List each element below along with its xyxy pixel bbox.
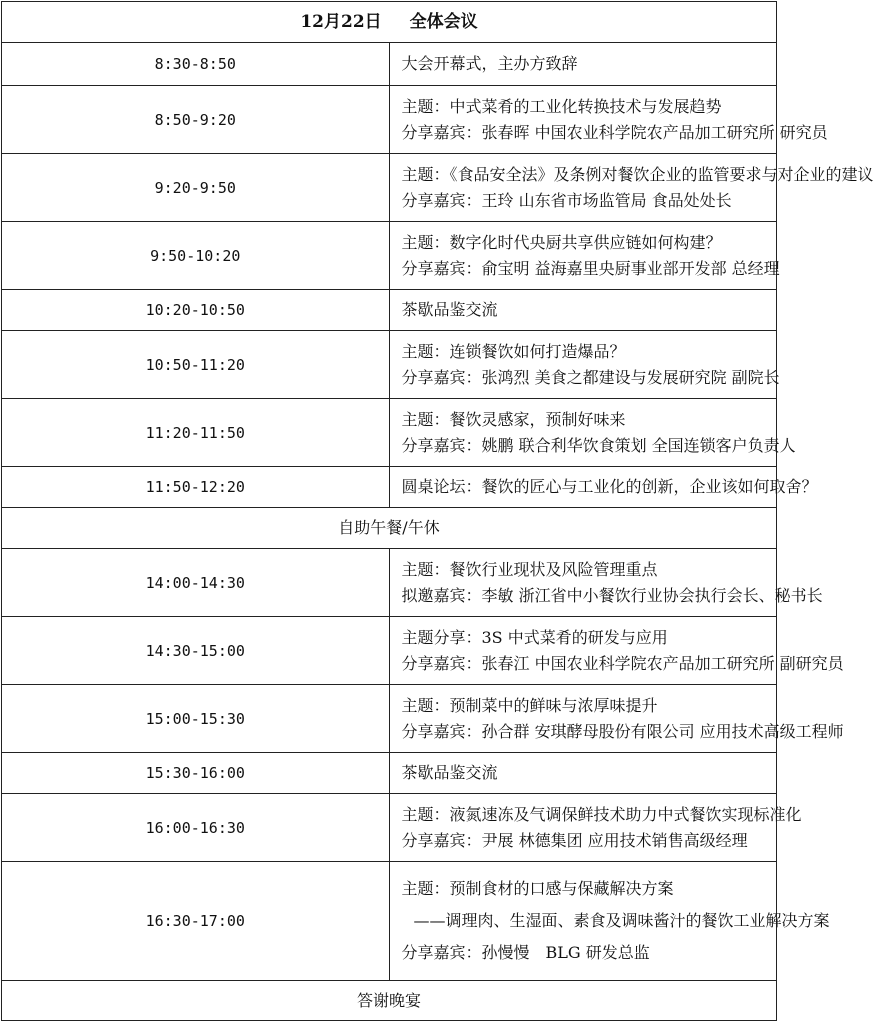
topic-line: 主题：预制食材的口感与保藏解决方案 xyxy=(401,879,674,898)
content-line: 大会开幕式，主办方致辞 xyxy=(401,54,578,73)
agenda-row xyxy=(2,331,777,399)
agenda-row xyxy=(2,86,777,154)
time-cell: 10:20-10:50 xyxy=(2,290,390,331)
topic-line: 主题：预制菜中的鲜味与浓厚味提升 xyxy=(401,695,658,715)
time-cell: 8:30-8:50 xyxy=(2,43,390,86)
agenda-row xyxy=(2,685,777,753)
content-cell xyxy=(389,753,777,794)
topic-line: 主题：液氮速冻及气调保鲜技术助力中式餐饮实现标准化 xyxy=(401,804,802,824)
speaker-line: 分享嘉宾：姚鹏 联合利华饮食策划 全国连锁客户负责人 xyxy=(401,435,796,455)
time-cell: 16:30-17:00 xyxy=(2,862,390,981)
time-cell: 15:00-15:30 xyxy=(2,685,390,753)
content-cell xyxy=(389,617,844,685)
speaker-line: 分享嘉宾：张春江 中国农业科学院农产品加工研究所 副研究员 xyxy=(401,653,844,673)
closing-row xyxy=(2,981,777,1021)
time-cell: 9:20-9:50 xyxy=(2,154,390,222)
header-date: 12月22日 xyxy=(300,12,382,32)
time-cell: 11:20-11:50 xyxy=(2,399,390,467)
content-line: 圆桌论坛：餐饮的匠心与工业化的创新，企业该如何取舍？ xyxy=(401,477,818,496)
speaker-line: 分享嘉宾：张鸿烈 美食之都建设与发展研究院 副院长 xyxy=(401,367,780,387)
lunch-row xyxy=(2,508,777,549)
agenda-header-row xyxy=(2,2,777,43)
content-cell xyxy=(389,549,823,617)
agenda-row xyxy=(2,753,777,794)
time-cell: 14:00-14:30 xyxy=(2,549,390,617)
agenda-row xyxy=(2,617,777,685)
speaker-line: 分享嘉宾：俞宝明 益海嘉里央厨事业部开发部 总经理 xyxy=(401,258,780,278)
topic-line: 主题：连锁餐饮如何打造爆品？ xyxy=(401,341,626,361)
agenda-header xyxy=(2,2,777,43)
content-cell xyxy=(389,154,874,222)
content-cell xyxy=(389,467,818,508)
content-cell xyxy=(389,222,780,290)
content-cell xyxy=(389,794,802,862)
time-cell: 16:00-16:30 xyxy=(2,794,390,862)
topic-line: 主题：中式菜肴的工业化转换技术与发展趋势 xyxy=(401,96,722,116)
agenda-row xyxy=(2,399,777,467)
topic-line: 主题：餐饮行业现状及风险管理重点 xyxy=(401,559,658,579)
subtopic-line: ——调理肉、生湿面、素食及调味酱汁的餐饮工业解决方案 xyxy=(413,911,830,930)
content-line: 茶歇品鉴交流 xyxy=(401,300,498,319)
time-cell: 15:30-16:00 xyxy=(2,753,390,794)
agenda-table xyxy=(1,1,874,1021)
agenda-row xyxy=(2,43,777,86)
agenda-row xyxy=(2,794,777,862)
lunch-cell: 自助午餐/午休 xyxy=(2,508,777,549)
header-session: 全体会议 xyxy=(409,12,478,32)
content-line: 茶歇品鉴交流 xyxy=(401,763,498,782)
content-cell xyxy=(389,290,777,331)
content-cell xyxy=(389,86,828,154)
topic-line: 主题：餐饮灵感家，预制好味来 xyxy=(401,409,626,429)
agenda-row xyxy=(2,222,777,290)
speaker-line: 分享嘉宾：张春晖 中国农业科学院农产品加工研究所 研究员 xyxy=(401,122,828,142)
agenda-row xyxy=(2,862,777,981)
content-cell xyxy=(389,43,777,86)
agenda-row xyxy=(2,549,777,617)
speaker-line: 分享嘉宾：尹展 林德集团 应用技术销售高级经理 xyxy=(401,830,748,850)
speaker-line: 分享嘉宾：孙慢慢 BLG 研发总监 xyxy=(401,943,650,962)
topic-line: 主题：数字化时代央厨共享供应链如何构建？ xyxy=(401,232,722,252)
content-cell xyxy=(389,399,796,467)
content-cell xyxy=(389,862,830,981)
time-cell: 11:50-12:20 xyxy=(2,467,390,508)
speaker-line: 拟邀嘉宾：李敏 浙江省中小餐饮行业协会执行会长、秘书长 xyxy=(401,585,823,605)
time-cell: 14:30-15:00 xyxy=(2,617,390,685)
topic-line: 主题：《食品安全法》及条例对餐饮企业的监管要求与对企业的建议 xyxy=(401,164,874,184)
content-cell xyxy=(389,685,844,753)
agenda-row xyxy=(2,290,777,331)
agenda-row xyxy=(2,154,777,222)
content-cell xyxy=(389,331,780,399)
speaker-line: 分享嘉宾：王玲 山东省市场监管局 食品处处长 xyxy=(401,190,732,210)
time-cell: 9:50-10:20 xyxy=(2,222,390,290)
topic-line: 主题分享：3S 中式菜肴的研发与应用 xyxy=(401,627,668,647)
closing-cell: 答谢晚宴 xyxy=(2,981,777,1021)
agenda-row xyxy=(2,467,777,508)
time-cell: 10:50-11:20 xyxy=(2,331,390,399)
speaker-line: 分享嘉宾：孙合群 安琪酵母股份有限公司 应用技术高级工程师 xyxy=(401,721,844,741)
time-cell: 8:50-9:20 xyxy=(2,86,390,154)
